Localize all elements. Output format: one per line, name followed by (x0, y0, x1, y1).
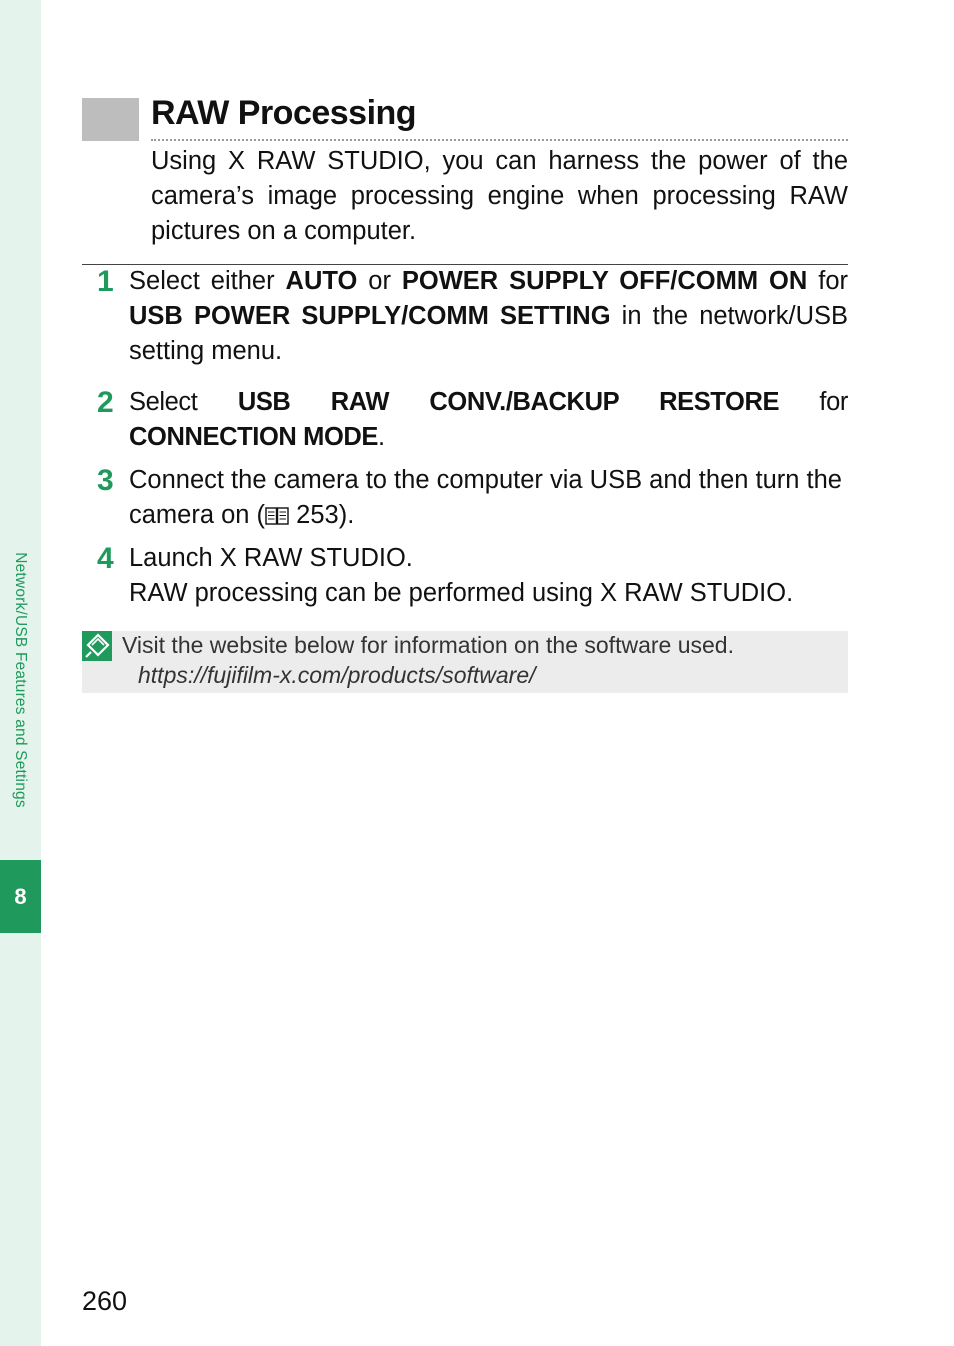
step-text (129, 264, 848, 369)
section-title: RAW Processing (151, 94, 417, 132)
menu-option-power-supply-off: POWER SUPPLY OFF/COMM ON (401, 267, 808, 295)
sidebar-section-label: Network/USB Features and Settings (12, 552, 29, 808)
step-text-span: . (378, 423, 385, 451)
page-reference[interactable]: 253 (296, 501, 339, 529)
chapter-number-badge: 8 (0, 860, 41, 933)
note-pencil-icon (82, 631, 112, 661)
step-number: 2 (97, 386, 114, 419)
menu-setting-usb-power: USB POWER SUPPLY/COMM SETTING (129, 302, 611, 330)
step-text (129, 385, 848, 455)
step-text-span: for (807, 267, 849, 295)
step-text (129, 541, 848, 611)
step-text-line: RAW processing can be performed using X RAW STUDIO. (129, 579, 794, 607)
step-number: 3 (97, 464, 114, 497)
step-number: 4 (97, 542, 114, 575)
page-number: 260 (82, 1286, 128, 1316)
section-intro: Using X RAW STUDIO, you can harness the power of the camera’s image processing engine when processing RAW pictures on a computer. (151, 147, 848, 245)
step-text-span: Select (129, 388, 238, 416)
menu-setting-connection-mode: CONNECTION MODE (129, 423, 379, 451)
note-box (82, 631, 848, 693)
menu-option-auto: AUTO (285, 267, 358, 295)
title-marker-box (82, 98, 139, 141)
step-text-span: for (779, 388, 848, 416)
menu-option-usb-raw-conv: USB RAW CONV./BACKUP RESTORE (237, 388, 780, 416)
step-text-span: Select either (129, 267, 286, 295)
step-text-span: Connect the camera to the computer via USB and then turn the camera on ( (129, 466, 842, 529)
book-reference-icon (265, 500, 289, 518)
sidebar-tab (0, 0, 41, 1346)
step-text-span: or (357, 267, 402, 295)
step-text-span: in the network/USB setting menu. (129, 302, 849, 365)
step-text-line: Launch X RAW STUDIO. (129, 544, 413, 572)
title-divider (151, 139, 848, 141)
note-text: Visit the website below for information on the software used. (122, 632, 734, 658)
step-text-span: ). (338, 501, 355, 529)
note-url-link[interactable]: https://fujifilm-x.com/products/software/ (138, 662, 536, 688)
step-text (129, 463, 848, 533)
step-number: 1 (97, 265, 114, 298)
